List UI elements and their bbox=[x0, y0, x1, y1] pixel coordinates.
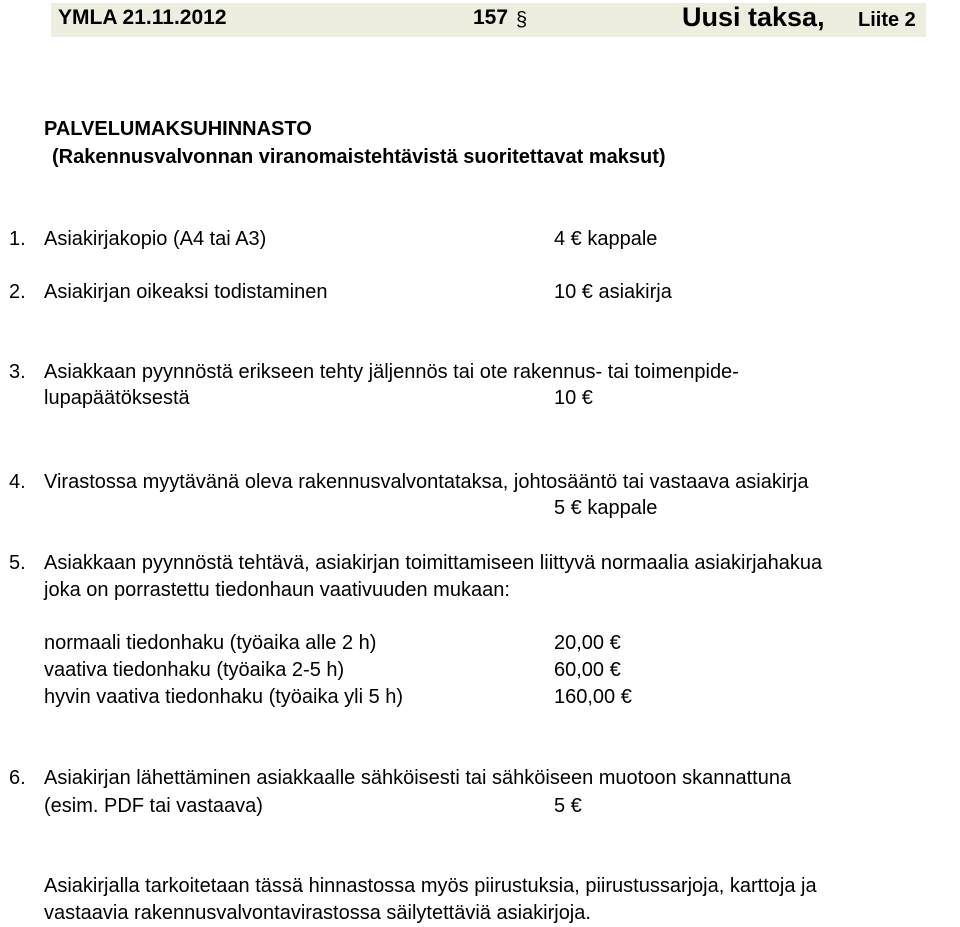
item-2-price: 10 € asiakirja bbox=[554, 281, 672, 303]
item-2-number: 2. bbox=[9, 281, 26, 303]
item-5-text-continued: joka on porrastettu tiedonhaun vaativuuden mukaan: bbox=[44, 579, 510, 601]
item-6-text: Asiakirjan lähettäminen asiakkaalle sähköisesti tai sähköiseen muotoon skannattuna bbox=[44, 767, 792, 789]
search-tier-1-label: normaali tiedonhaku (työaika alle 2 h) bbox=[44, 632, 377, 654]
search-tier-2-price: 60,00 € bbox=[554, 659, 621, 681]
item-6-text-continued: (esim. PDF tai vastaava) bbox=[44, 795, 263, 817]
search-tier-3-price: 160,00 € bbox=[554, 686, 632, 708]
item-5-number: 5. bbox=[9, 552, 26, 574]
item-3-text: Asiakkaan pyynnöstä erikseen tehty jäljennös tai ote rakennus- tai toimenpide- bbox=[44, 361, 739, 383]
item-4-number: 4. bbox=[9, 471, 26, 493]
search-tier-1-price: 20,00 € bbox=[554, 632, 621, 654]
header-date: YMLA 21.11.2012 bbox=[58, 6, 227, 29]
item-3-number: 3. bbox=[9, 361, 26, 383]
item-5-text: Asiakkaan pyynnöstä tehtävä, asiakirjan toimittamiseen liittyvä normaalia asiakirjahakua bbox=[44, 552, 823, 574]
item-1-text: Asiakirjakopio (A4 tai A3) bbox=[44, 228, 267, 250]
header-title: Uusi taksa, bbox=[682, 2, 825, 32]
footnote-line-1: Asiakirjalla tarkoitetaan tässä hinnastossa myös piirustuksia, piirustussarjoja, karttoja ja bbox=[44, 875, 817, 897]
footnote-line-2: vastaavia rakennusvalvontavirastossa säilytettäviä asiakirjoja. bbox=[44, 902, 591, 924]
item-4-text: Virastossa myytävänä oleva rakennusvalvontataksa, johtosääntö tai vastaava asiakirja bbox=[44, 471, 809, 493]
header-page-number: 157 bbox=[473, 6, 509, 29]
search-tier-2-label: vaativa tiedonhaku (työaika 2-5 h) bbox=[44, 659, 345, 681]
page-title: PALVELUMAKSUHINNASTO bbox=[44, 118, 312, 140]
search-tier-3-label: hyvin vaativa tiedonhaku (työaika yli 5 h) bbox=[44, 686, 404, 708]
item-3-text-continued: lupapäätöksestä bbox=[44, 387, 190, 409]
item-3-price: 10 € bbox=[554, 387, 593, 409]
header-section-sign: § bbox=[516, 9, 528, 31]
item-6-number: 6. bbox=[9, 767, 26, 789]
item-1-number: 1. bbox=[9, 228, 26, 250]
item-2-text: Asiakirjan oikeaksi todistaminen bbox=[44, 281, 328, 303]
item-6-price: 5 € bbox=[554, 795, 582, 817]
item-4-price: 5 € kappale bbox=[554, 497, 658, 519]
page-subtitle: (Rakennusvalvonnan viranomaistehtävistä suoritettavat maksut) bbox=[52, 146, 666, 168]
header-attachment: Liite 2 bbox=[858, 9, 916, 31]
item-1-price: 4 € kappale bbox=[554, 228, 658, 250]
